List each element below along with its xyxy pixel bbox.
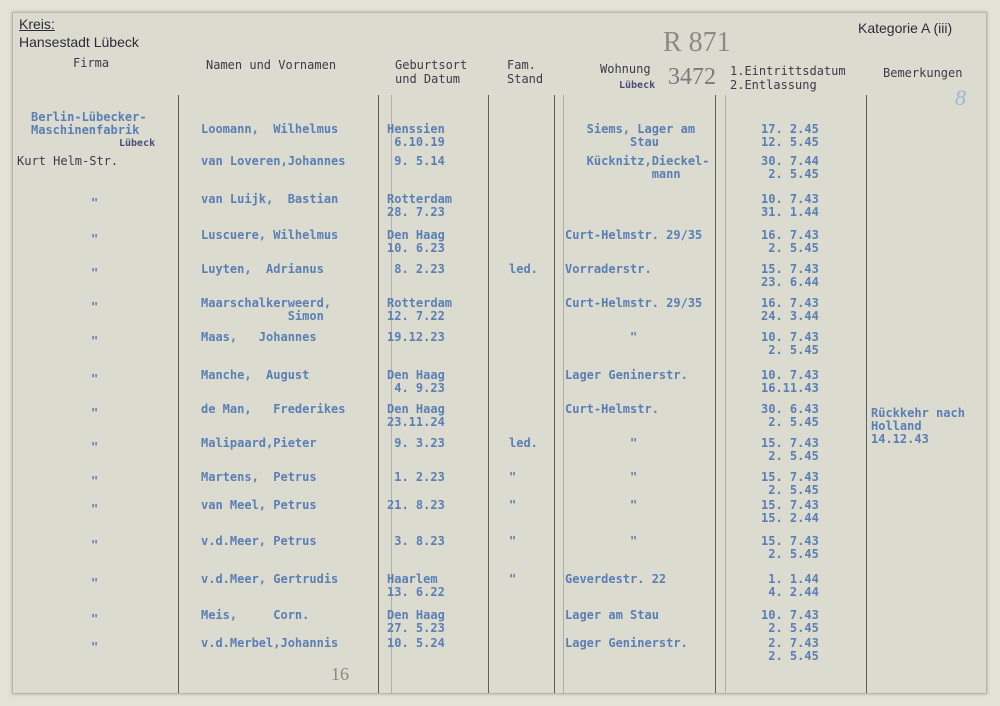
residence: Lager Geninerstr. (565, 368, 688, 382)
birth-info: 27. 5.23 (387, 621, 445, 635)
birth-info: 1. 2.23 (387, 470, 445, 484)
residence: Curt-Helmstr. 29/35 (565, 228, 703, 242)
release-date: 2. 5.45 (761, 343, 819, 357)
birth-info: 21. 8.23 (387, 498, 445, 512)
birth-info: Den Haag (387, 228, 445, 242)
release-date: 2. 5.45 (761, 241, 819, 255)
residence: Lager Geninerstr. (565, 636, 688, 650)
residence: " (565, 436, 638, 450)
family-status: " (509, 572, 517, 586)
release-date: 2. 5.45 (761, 621, 819, 635)
residence: Lager am Stau (565, 608, 659, 622)
entry-date: 15. 7.43 (761, 436, 819, 450)
person-name: Maarschalkerweerd, (201, 296, 332, 310)
entry-date: 1. 1.44 (761, 572, 819, 586)
residence: Kücknitz,Dieckel- (565, 154, 710, 168)
release-date: 16.11.43 (761, 381, 819, 395)
person-name: Loomann, Wilhelmus (201, 122, 339, 136)
person-name: van Meel, Petrus (201, 498, 317, 512)
entry-date: 16. 7.43 (761, 296, 819, 310)
release-date: 2. 5.45 (761, 649, 819, 663)
birth-info: Den Haag (387, 608, 445, 622)
person-name: v.d.Meer, Gertrudis (201, 572, 339, 586)
firma-ditto: " (91, 300, 99, 314)
column-header-entlassung: 2.Entlassung (730, 78, 817, 92)
firma-ditto: " (91, 266, 99, 280)
firma-ditto: " (91, 502, 99, 516)
birth-info: 23.11.24 (387, 415, 445, 429)
column-header-famstand-2: Stand (507, 72, 544, 86)
firm-name-line1: Berlin-Lübecker- (31, 110, 147, 124)
entry-date: 10. 7.43 (761, 368, 819, 382)
birth-info: 12. 7.22 (387, 309, 445, 323)
release-date: 2. 5.45 (761, 415, 819, 429)
firma-ditto: " (91, 334, 99, 348)
entry-date: 15. 7.43 (761, 262, 819, 276)
firma-ditto: " (91, 372, 99, 386)
person-name: van Luijk, Bastian (201, 192, 339, 206)
birth-info: 6.10.19 (387, 135, 445, 149)
firma-ditto: " (91, 538, 99, 552)
entry-date: 15. 7.43 (761, 498, 819, 512)
person-name: de Man, Frederikes (201, 402, 346, 416)
person-name: v.d.Merbel,Johannis (201, 636, 339, 650)
family-status: " (509, 534, 517, 548)
birth-info: 8. 2.23 (387, 262, 445, 276)
family-status: led. (509, 262, 538, 276)
release-date: 2. 5.45 (761, 547, 819, 561)
birth-info: Haarlem (387, 572, 438, 586)
person-name: v.d.Meer, Petrus (201, 534, 317, 548)
entry-date: 2. 7.43 (761, 636, 819, 650)
entry-date: 10. 7.43 (761, 192, 819, 206)
column-header-eintritt: 1.Eintrittsdatum (730, 64, 846, 78)
category-label: Kategorie A (iii) (858, 20, 953, 36)
firma-ditto: " (91, 612, 99, 626)
birth-info: 13. 6.22 (387, 585, 445, 599)
column-header-firma: Firma (73, 56, 110, 70)
release-date: 12. 5.45 (761, 135, 819, 149)
column-header-namen: Namen und Vornamen (206, 58, 337, 72)
entry-date: 16. 7.43 (761, 228, 819, 242)
pencil-scribble: 3472 (668, 64, 716, 90)
pencil-page-number: 16 (331, 664, 349, 684)
pencil-reference: R 871 (663, 27, 731, 58)
birth-info: 19.12.23 (387, 330, 445, 344)
firma-ditto: " (91, 440, 99, 454)
residence: Geverdestr. 22 (565, 572, 667, 586)
person-name: Martens, Petrus (201, 470, 317, 484)
release-date: 4. 2.44 (761, 585, 819, 599)
firm-address: Kurt Helm-Str. (17, 154, 119, 168)
person-name: van Loveren,Johannes (201, 154, 346, 168)
remark-line2: Holland (871, 419, 922, 433)
column-header-wohnung: Wohnung (600, 62, 651, 76)
person-name: Meis, Corn. (201, 608, 310, 622)
birth-info: 9. 3.23 (387, 436, 445, 450)
firma-ditto: " (91, 474, 99, 488)
family-status: " (509, 470, 517, 484)
birth-info: Rotterdam (387, 192, 453, 206)
birth-info: 9. 5.14 (387, 154, 445, 168)
release-date: 23. 6.44 (761, 275, 819, 289)
residence: Stau (565, 135, 659, 149)
remark-line3: 14.12.43 (871, 432, 929, 446)
column-header-geburtsort-1: Geburtsort (395, 58, 468, 72)
firm-stamp: Lübeck (119, 138, 156, 149)
entry-date: 30. 7.44 (761, 154, 819, 168)
person-name: Simon (201, 309, 324, 323)
release-date: 2. 5.45 (761, 167, 819, 181)
column-header-bemerkungen: Bemerkungen (883, 66, 963, 80)
entry-date: 15. 7.43 (761, 534, 819, 548)
birth-info: 10. 6.23 (387, 241, 445, 255)
residence: Curt-Helmstr. (565, 402, 659, 416)
release-date: 15. 2.44 (761, 511, 819, 525)
residence: " (565, 470, 638, 484)
wohnung-stamp: Lübeck (619, 80, 656, 91)
entry-date: 10. 7.43 (761, 330, 819, 344)
birth-info: 4. 9.23 (387, 381, 445, 395)
entry-date: 15. 7.43 (761, 470, 819, 484)
column-header-famstand-1: Fam. (507, 58, 536, 72)
residence: " (565, 534, 638, 548)
birth-info: Den Haag (387, 368, 445, 382)
residence: Vorraderstr. (565, 262, 652, 276)
birth-info: Den Haag (387, 402, 445, 416)
column-header-geburtsort-2: und Datum (395, 72, 461, 86)
release-date: 24. 3.44 (761, 309, 819, 323)
firma-ditto: " (91, 232, 99, 246)
person-name: Manche, August (201, 368, 310, 382)
person-name: Luscuere, Wilhelmus (201, 228, 339, 242)
firma-ditto: " (91, 576, 99, 590)
residence: Curt-Helmstr. 29/35 (565, 296, 703, 310)
release-date: 31. 1.44 (761, 205, 819, 219)
birth-info: 28. 7.23 (387, 205, 445, 219)
residence: " (565, 498, 638, 512)
release-date: 2. 5.45 (761, 449, 819, 463)
remark-line1: Rückkehr nach (871, 406, 965, 420)
family-status: led. (509, 436, 538, 450)
residence: " (565, 330, 638, 344)
kreis-value: Hansestadt Lübeck (19, 34, 139, 50)
birth-info: Henssien (387, 122, 445, 136)
registration-sheet (12, 12, 987, 694)
person-name: Luyten, Adrianus (201, 262, 324, 276)
entry-date: 17. 2.45 (761, 122, 819, 136)
firm-name-line2: Maschinenfabrik (31, 123, 140, 137)
firma-ditto: " (91, 196, 99, 210)
residence: Siems, Lager am (565, 122, 696, 136)
family-status: " (509, 498, 517, 512)
residence: mann (565, 167, 681, 181)
release-date: 2. 5.45 (761, 483, 819, 497)
person-name: Malipaard,Pieter (201, 436, 317, 450)
firma-ditto: " (91, 406, 99, 420)
entry-date: 30. 6.43 (761, 402, 819, 416)
birth-info: Rotterdam (387, 296, 453, 310)
pencil-number: 8 (955, 85, 966, 110)
birth-info: 3. 8.23 (387, 534, 445, 548)
kreis-label: Kreis: (19, 16, 55, 32)
birth-info: 10. 5.24 (387, 636, 445, 650)
person-name: Maas, Johannes (201, 330, 317, 344)
entry-date: 10. 7.43 (761, 608, 819, 622)
firma-ditto: " (91, 640, 99, 654)
